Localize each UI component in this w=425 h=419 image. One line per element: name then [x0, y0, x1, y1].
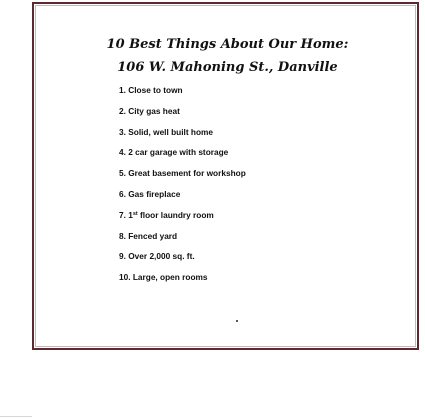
list-item: 4. 2 car garage with storage: [119, 147, 229, 158]
address-heading: 106 W. Mahoning St., Danville: [117, 60, 338, 75]
list-item: [119, 209, 246, 230]
list-item-prefix: 7. 1: [119, 209, 133, 220]
list-item: 10. Large, open rooms: [119, 272, 208, 283]
list-item: 9. Over 2,000 sq. ft.: [119, 251, 195, 262]
list-item: 6. Gas fireplace: [119, 188, 181, 199]
list-item: 3. Solid, well built home: [119, 126, 214, 137]
list-item: 2. City gas heat: [119, 105, 180, 116]
features-list: [119, 84, 246, 292]
list-item: 1. Close to town: [119, 85, 183, 95]
edge-mark: [0, 416, 32, 417]
list-item-suffix: floor laundry room: [137, 209, 214, 220]
list-item: 8. Fenced yard: [119, 230, 178, 241]
bordered-frame: [32, 2, 419, 350]
list-item: 5. Great basement for workshop: [119, 168, 246, 179]
title-heading: 10 Best Things About Our Home:: [106, 37, 349, 52]
stray-dot: [236, 320, 238, 322]
ordinal-superscript: st: [132, 210, 138, 217]
